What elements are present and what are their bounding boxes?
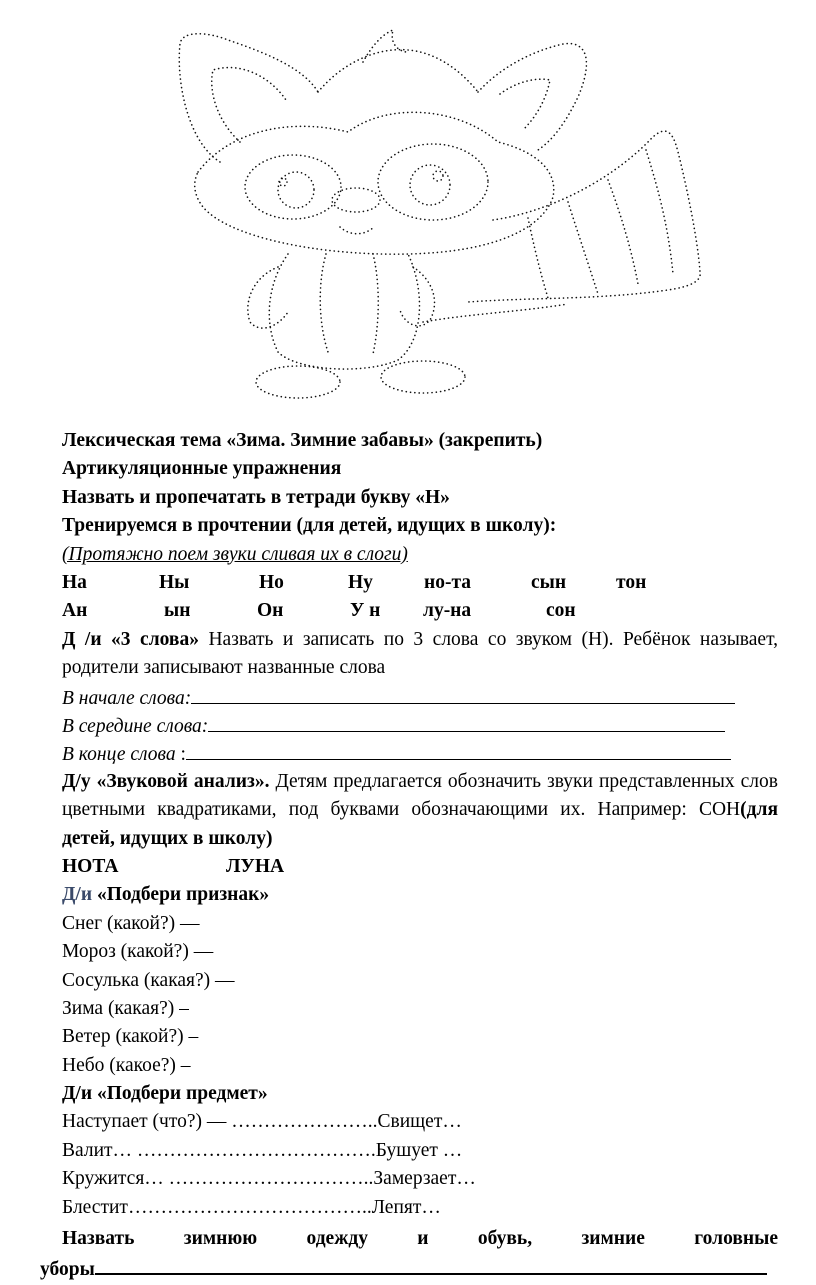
tail-stripe-2 bbox=[568, 202, 598, 294]
right-arm bbox=[400, 267, 435, 326]
syllable: лу-на bbox=[423, 600, 472, 622]
lexical-topic: Лексическая тема «Зима. Зимние забавы» (закрепить) bbox=[62, 430, 543, 451]
attribute-item: Снег (какой?) — bbox=[62, 912, 200, 934]
syllable: Ан bbox=[62, 600, 88, 622]
final-task bbox=[40, 1225, 778, 1282]
reading-hint: (Протяжно поем звуки сливая их в слоги) bbox=[62, 543, 408, 565]
middle-label: В середине слова: bbox=[62, 715, 209, 737]
begin-line bbox=[62, 683, 778, 711]
left-arm bbox=[248, 267, 288, 328]
sound-analysis-note: (для детей, идущих в школу) bbox=[62, 799, 778, 849]
attribute-item: Ветер (какой?) – bbox=[62, 1026, 199, 1048]
game-three-words bbox=[62, 626, 778, 683]
syllable: Он bbox=[257, 600, 284, 622]
sound-analysis-title: Д/у «Звуковой анализ». bbox=[62, 770, 270, 792]
end-label: В конце слова bbox=[62, 744, 176, 766]
face-outline bbox=[195, 112, 554, 254]
left-eye bbox=[278, 172, 314, 208]
left-foot bbox=[256, 366, 340, 398]
begin-label: В начале слова: bbox=[62, 687, 192, 709]
pick-attribute-prefix: Д/и bbox=[62, 884, 93, 906]
right-eye bbox=[410, 165, 450, 205]
right-ear-outline bbox=[478, 44, 586, 150]
attribute-item: Небо (какое?) – bbox=[62, 1054, 191, 1076]
game-sound-analysis bbox=[62, 768, 778, 853]
tail-stripe-3 bbox=[608, 180, 638, 284]
final-task-line-2 bbox=[40, 1253, 778, 1281]
head-top bbox=[318, 50, 478, 92]
pick-attribute-title: «Подбери признак» bbox=[92, 884, 270, 906]
left-ear-outline bbox=[179, 34, 318, 162]
head-tuft bbox=[363, 30, 406, 62]
object-row: Валит… ……………………………….Бушует … bbox=[62, 1139, 463, 1161]
attribute-item: Мороз (какой?) — bbox=[62, 941, 214, 963]
end-colon: : bbox=[175, 744, 186, 766]
begin-answer-blank[interactable] bbox=[191, 683, 735, 704]
object-row: Блестит………………………………..Лепят… bbox=[62, 1196, 441, 1218]
tail-outline-bottom bbox=[423, 304, 568, 322]
object-row: Кружится… …………………………..Замерзает… bbox=[62, 1168, 476, 1190]
final-answer-blank[interactable] bbox=[95, 1253, 767, 1275]
nose bbox=[332, 188, 380, 212]
articulation-heading: Артикуляционные упражнения bbox=[62, 458, 342, 480]
game-pick-object-title: Д/и «Подбери предмет» bbox=[62, 1083, 268, 1105]
syllable: Ну bbox=[348, 571, 373, 593]
syllable: У н bbox=[350, 600, 381, 622]
syllable: сон bbox=[546, 600, 576, 622]
syllable: тон bbox=[616, 571, 647, 593]
tail-stripe-1 bbox=[528, 218, 548, 298]
letter-task: Назвать и пропечатать в тетради букву «Н» bbox=[62, 486, 450, 508]
body-stripe-1 bbox=[320, 254, 328, 352]
object-row: Наступает (что?) — …………………..Свищет… bbox=[62, 1111, 462, 1133]
left-inner-ear bbox=[212, 68, 286, 142]
sound-analysis-text: Детям предлагается обозначить звуки представленных слов цветными квадратиками, под буквами обозначающими их. Например: СОН bbox=[62, 770, 778, 821]
body-stripe-2 bbox=[373, 254, 378, 354]
game-pick-attribute bbox=[62, 881, 778, 909]
left-eye-patch bbox=[245, 155, 341, 219]
tail-stripe-4 bbox=[646, 150, 673, 274]
analysis-words bbox=[62, 853, 778, 881]
right-foot bbox=[381, 361, 465, 393]
right-inner-ear bbox=[500, 79, 550, 130]
final-task-word: уборы bbox=[40, 1259, 95, 1281]
middle-answer-blank[interactable] bbox=[208, 711, 725, 732]
syllable: ын bbox=[164, 600, 191, 622]
middle-line bbox=[62, 711, 778, 739]
worksheet-text bbox=[62, 427, 778, 1222]
body-outline bbox=[269, 254, 419, 369]
analysis-word: НОТА bbox=[62, 855, 119, 877]
raccoon-tracing-illustration bbox=[168, 22, 728, 410]
syllable: Ны bbox=[159, 571, 190, 593]
analysis-word: ЛУНА bbox=[226, 855, 285, 877]
right-eye-shine bbox=[433, 171, 443, 181]
syllable: но-та bbox=[424, 571, 472, 593]
attribute-item: Зима (какая?) – bbox=[62, 997, 189, 1019]
attribute-item: Сосулька (какая?) — bbox=[62, 969, 235, 991]
right-eye-patch bbox=[378, 144, 488, 220]
syllable: сын bbox=[531, 571, 567, 593]
end-answer-blank[interactable] bbox=[186, 739, 731, 760]
game-three-words-text: Назвать и записать по 3 слова со звуком (Н). Ребёнок называет, родители записывают названные слова bbox=[62, 628, 778, 679]
syllables-row-2 bbox=[62, 597, 778, 625]
final-task-line-1: Назвать зимнюю одежду и обувь, зимние головные bbox=[62, 1228, 778, 1249]
tail-outline-top bbox=[468, 131, 700, 302]
mouth bbox=[340, 227, 374, 234]
syllables-row-1 bbox=[62, 569, 778, 597]
syllable: Но bbox=[259, 571, 284, 593]
end-line bbox=[62, 739, 778, 767]
game-three-words-title: Д /и «3 слова» bbox=[62, 628, 199, 650]
syllable: На bbox=[62, 571, 87, 593]
reading-task: Тренируемся в прочтении (для детей, идущих в школу): bbox=[62, 515, 557, 537]
